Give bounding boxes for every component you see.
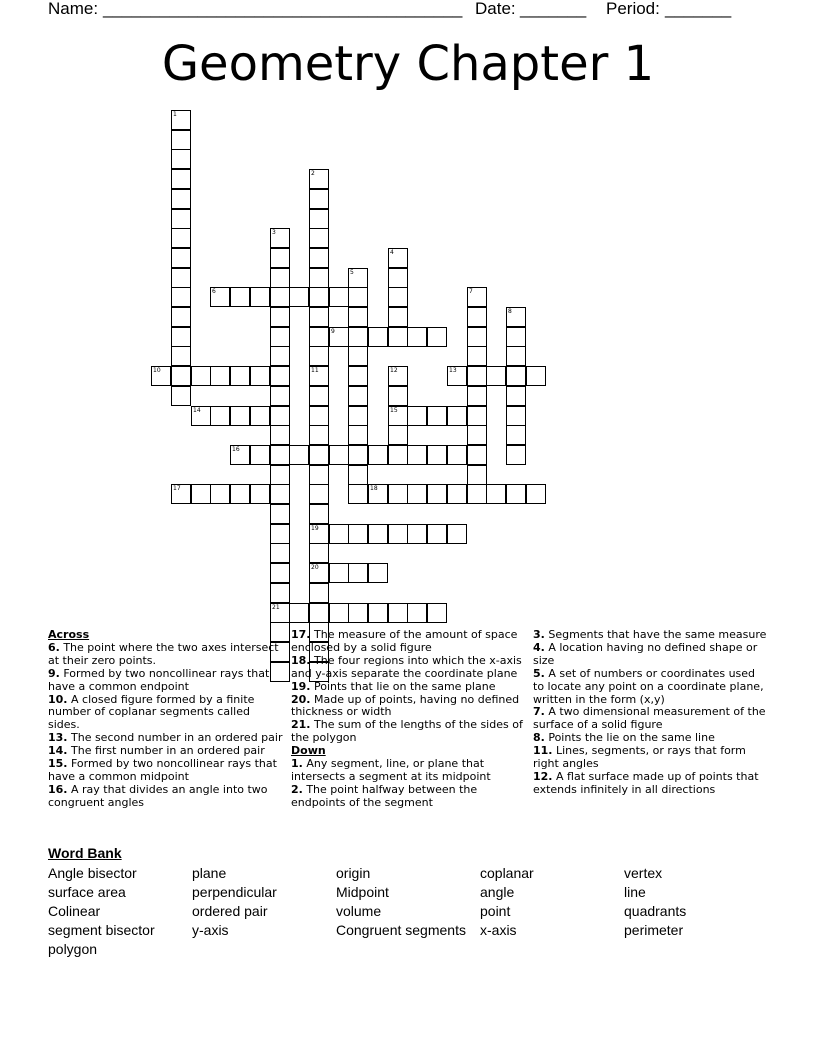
crossword-cell[interactable] (309, 209, 329, 229)
clue-text: The second number in an ordered pair (67, 731, 283, 745)
crossword-cell[interactable] (506, 484, 526, 504)
word-bank-word: surface area (48, 884, 126, 900)
clue-text: The point where the two axes intersect at their zero points. (48, 640, 279, 667)
word-bank (48, 844, 768, 964)
clue-number-label: 19. (291, 679, 311, 693)
crossword-cell[interactable] (329, 445, 349, 465)
crossword-cell[interactable] (309, 327, 329, 347)
clue-item (291, 694, 526, 720)
crossword-cell[interactable] (467, 366, 487, 386)
crossword-cell[interactable] (309, 425, 329, 445)
clue-number-label: 6. (48, 640, 60, 654)
crossword-cell[interactable] (467, 425, 487, 445)
word-bank-word: line (624, 884, 646, 900)
crossword-cell[interactable] (309, 307, 329, 327)
crossword-cell[interactable] (171, 386, 191, 406)
clue-number-label: 7. (533, 705, 545, 719)
crossword-cell[interactable] (171, 228, 191, 248)
clue-number-label: 5. (533, 666, 545, 680)
clue-text: Segments that have the same measure (544, 628, 767, 641)
crossword-cell[interactable] (368, 603, 388, 623)
crossword-cell[interactable] (467, 406, 487, 426)
crossword-cell[interactable] (506, 406, 526, 426)
word-bank-word: perpendicular (192, 884, 277, 900)
clue-item (291, 629, 526, 655)
clue-text: The sum of the lengths of the sides of the polygon (291, 718, 523, 745)
word-bank-word: vertex (624, 865, 663, 881)
clue-number: 14 (193, 407, 201, 414)
crossword-cell[interactable] (388, 406, 408, 426)
crossword-cell[interactable] (171, 149, 191, 169)
crossword-cell[interactable] (447, 366, 467, 386)
crossword-cell[interactable] (289, 445, 309, 465)
crossword-cell[interactable] (309, 406, 329, 426)
word-bank-word: coplanar (480, 865, 534, 881)
crossword-cell[interactable] (467, 465, 487, 485)
crossword-cell[interactable] (506, 386, 526, 406)
word-bank-word: Angle bisector (48, 865, 137, 881)
crossword-cell[interactable] (191, 366, 211, 386)
clue-number-label: 2. (291, 782, 303, 796)
clue-item (48, 758, 283, 784)
clue-text: The four regions into which the x-axis and y-axis separate the coordinate plane (291, 653, 522, 680)
clue-number: 11 (311, 367, 319, 374)
clue-item (291, 655, 526, 681)
crossword-cell[interactable] (388, 307, 408, 327)
crossword-cell[interactable] (171, 484, 191, 504)
clue-item (48, 642, 283, 668)
crossword-cell[interactable] (230, 366, 250, 386)
crossword-cell[interactable] (270, 327, 290, 347)
down-heading: Down (291, 744, 326, 758)
crossword-cell[interactable] (171, 169, 191, 189)
crossword-cell[interactable] (467, 307, 487, 327)
clue-number-label: 17. (291, 628, 311, 641)
clue-number: 15 (390, 407, 398, 414)
clue-number: 20 (311, 564, 319, 571)
clue-number-label: 10. (48, 692, 68, 706)
crossword-cell[interactable] (467, 327, 487, 347)
crossword-cell[interactable] (388, 425, 408, 445)
clue-text: Formed by two noncollinear rays that have a common endpoint (48, 666, 270, 693)
word-bank-word: Congruent segments (336, 922, 466, 938)
clue-number: 3 (272, 229, 276, 236)
clue-number: 4 (390, 249, 394, 256)
clue-number-label: 13. (48, 731, 68, 745)
crossword-cell[interactable] (427, 327, 447, 347)
clue-text: Points that lie on the same plane (310, 679, 496, 693)
crossword-cell[interactable] (447, 445, 467, 465)
clue-number: 7 (469, 288, 473, 295)
crossword-cell[interactable] (467, 386, 487, 406)
crossword-cell[interactable] (388, 386, 408, 406)
crossword-cell[interactable] (506, 327, 526, 347)
clue-list (533, 629, 768, 797)
clue-number-label: 18. (291, 653, 311, 667)
crossword-cell[interactable] (171, 307, 191, 327)
crossword-cell[interactable] (407, 603, 427, 623)
crossword-cell[interactable] (270, 287, 290, 307)
crossword-cell[interactable] (309, 386, 329, 406)
crossword-cell[interactable] (447, 484, 467, 504)
crossword-cell[interactable] (486, 366, 506, 386)
crossword-cell[interactable] (230, 484, 250, 504)
crossword-cell[interactable] (171, 110, 191, 130)
crossword-cell[interactable] (388, 287, 408, 307)
word-bank-title: Word Bank (48, 845, 122, 861)
clue-number: 21 (272, 604, 280, 611)
crossword-cell[interactable] (309, 465, 329, 485)
clue-number-label: 20. (291, 692, 311, 706)
crossword-cell[interactable] (270, 346, 290, 366)
crossword-cell[interactable] (230, 287, 250, 307)
crossword-cell[interactable] (250, 484, 270, 504)
crossword-cell[interactable] (191, 484, 211, 504)
crossword-cell[interactable] (427, 445, 447, 465)
name-label: Name: (48, 0, 99, 18)
crossword-cell[interactable] (210, 287, 230, 307)
crossword-cell[interactable] (309, 248, 329, 268)
clue-text: A ray that divides an angle into two congruent angles (48, 782, 268, 809)
word-bank-word: perimeter (624, 922, 684, 938)
crossword-cell[interactable] (388, 524, 408, 544)
clues-column-2 (291, 629, 526, 810)
clue-item (533, 668, 768, 707)
crossword-cell[interactable] (309, 169, 329, 189)
clue-item (48, 784, 283, 810)
crossword-cell[interactable] (171, 189, 191, 209)
crossword-cell[interactable] (407, 484, 427, 504)
clue-text: A set of numbers or coordinates used to locate any point on a coordinate plane, written in the form (x,y) (533, 666, 764, 706)
crossword-cell[interactable] (329, 603, 349, 623)
crossword-cell[interactable] (309, 228, 329, 248)
crossword-cell[interactable] (506, 346, 526, 366)
crossword-cell[interactable] (388, 484, 408, 504)
crossword-cell[interactable] (447, 406, 467, 426)
crossword-cell[interactable] (309, 583, 329, 603)
crossword-cell[interactable] (270, 603, 290, 623)
clue-number-label: 15. (48, 757, 68, 771)
crossword-cell[interactable] (270, 366, 290, 386)
clue-item (48, 668, 283, 694)
word-bank-word: x-axis (480, 922, 517, 938)
clue-item (533, 706, 768, 732)
crossword-cell[interactable] (151, 366, 171, 386)
clue-number-label: 8. (533, 731, 545, 745)
crossword-cell[interactable] (348, 307, 368, 327)
clue-number: 1 (173, 111, 177, 118)
clue-item (291, 784, 526, 810)
clue-text: A flat surface made up of points that extends infinitely in all directions (533, 769, 759, 796)
word-bank-words (48, 864, 768, 964)
crossword-cell[interactable] (309, 524, 329, 544)
crossword-cell[interactable] (171, 327, 191, 347)
crossword-cell[interactable] (171, 130, 191, 150)
crossword-cell[interactable] (506, 307, 526, 327)
crossword-cell[interactable] (348, 268, 368, 288)
clue-number: 10 (153, 367, 161, 374)
crossword-cell[interactable] (407, 524, 427, 544)
crossword-cell[interactable] (506, 366, 526, 386)
crossword-cell[interactable] (388, 248, 408, 268)
word-bank-word: segment bisector (48, 922, 155, 938)
crossword-cell[interactable] (368, 484, 388, 504)
crossword-cell[interactable] (467, 484, 487, 504)
crossword-cell[interactable] (171, 366, 191, 386)
crossword-cell[interactable] (270, 228, 290, 248)
crossword-cell[interactable] (250, 366, 270, 386)
crossword-cell[interactable] (506, 425, 526, 445)
clue-text: Made up of points, having no defined thickness or width (291, 692, 520, 719)
crossword-cell[interactable] (467, 287, 487, 307)
word-bank-word: origin (336, 865, 371, 881)
crossword-cell[interactable] (191, 406, 211, 426)
word-bank-word: Midpoint (336, 884, 389, 900)
crossword-cell[interactable] (270, 248, 290, 268)
word-bank-word: quadrants (624, 903, 687, 919)
crossword-cell[interactable] (348, 327, 368, 347)
crossword-cell[interactable] (506, 445, 526, 465)
clue-number: 9 (331, 328, 335, 335)
across-heading: Across (48, 628, 90, 641)
crossword-cell[interactable] (309, 346, 329, 366)
crossword-cell[interactable] (467, 445, 487, 465)
crossword-cell[interactable] (250, 445, 270, 465)
crossword-cell[interactable] (427, 406, 447, 426)
crossword-cell[interactable] (309, 563, 329, 583)
clue-text: A location having no defined shape or size (533, 640, 758, 667)
crossword-cell[interactable] (388, 327, 408, 347)
clue-item (533, 771, 768, 797)
crossword-cell[interactable] (348, 524, 368, 544)
crossword-cell[interactable] (289, 287, 309, 307)
crossword-cell[interactable] (329, 524, 349, 544)
clue-number-label: 1. (291, 757, 303, 771)
clue-list (291, 629, 526, 745)
crossword-cell[interactable] (210, 484, 230, 504)
crossword-cell[interactable] (427, 484, 447, 504)
crossword-cell[interactable] (270, 543, 290, 563)
crossword-cell[interactable] (348, 465, 368, 485)
word-bank-word: volume (336, 903, 382, 919)
crossword-cell[interactable] (388, 445, 408, 465)
clue-item (533, 745, 768, 771)
clue-number: 5 (350, 269, 354, 276)
crossword-cell[interactable] (447, 524, 467, 544)
clue-item (533, 642, 768, 668)
clue-text: The first number in an ordered pair (67, 744, 265, 758)
crossword-cell[interactable] (427, 603, 447, 623)
crossword-cell[interactable] (270, 268, 290, 288)
clue-item (291, 758, 526, 784)
crossword-cell[interactable] (348, 603, 368, 623)
crossword-cell[interactable] (270, 524, 290, 544)
clue-number-label: 3. (533, 628, 545, 641)
crossword-cell[interactable] (270, 484, 290, 504)
crossword-cell[interactable] (270, 425, 290, 445)
word-bank-word: y-axis (192, 922, 229, 938)
crossword-cell[interactable] (230, 406, 250, 426)
word-bank-word: angle (480, 884, 515, 900)
clue-number-label: 16. (48, 782, 68, 796)
crossword-cell[interactable] (467, 346, 487, 366)
period-label: Period: (606, 0, 660, 18)
clue-number: 6 (212, 288, 216, 295)
clue-text: Lines, segments, or rays that form right angles (533, 744, 746, 771)
clue-number-label: 12. (533, 769, 553, 783)
crossword-cell[interactable] (348, 366, 368, 386)
crossword-cell[interactable] (368, 563, 388, 583)
clue-number-label: 14. (48, 744, 68, 758)
name-line: ______________________________________ (103, 0, 463, 18)
clue-number: 8 (508, 308, 512, 315)
word-bank-word: point (480, 903, 511, 919)
clue-list (48, 642, 283, 810)
crossword-cell[interactable] (407, 327, 427, 347)
crossword-cell[interactable] (526, 484, 546, 504)
crossword-cell[interactable] (289, 603, 309, 623)
crossword-cell[interactable] (171, 268, 191, 288)
crossword-cell[interactable] (309, 366, 329, 386)
clue-number: 16 (232, 446, 240, 453)
crossword-cell[interactable] (270, 406, 290, 426)
crossword-cell[interactable] (388, 603, 408, 623)
crossword-cell[interactable] (309, 543, 329, 563)
crossword-cell[interactable] (270, 386, 290, 406)
crossword-cell[interactable] (309, 484, 329, 504)
crossword-cell[interactable] (486, 484, 506, 504)
crossword-cell[interactable] (210, 406, 230, 426)
crossword-cell[interactable] (171, 287, 191, 307)
clues-column-1 (48, 629, 283, 810)
crossword-cell[interactable] (309, 603, 329, 623)
clue-text: Points the lie on the same line (544, 731, 715, 745)
clue-number-label: 21. (291, 718, 311, 732)
word-bank-word: Colinear (48, 903, 101, 919)
clue-text: The point halfway between the endpoints of the segment (291, 782, 478, 809)
crossword-cell[interactable] (171, 346, 191, 366)
crossword-cell[interactable] (309, 287, 329, 307)
crossword-cell[interactable] (407, 406, 427, 426)
clue-text: Formed by two noncollinear rays that have a common midpoint (48, 757, 277, 783)
clue-list (291, 758, 526, 810)
page-title: Geometry Chapter 1 (161, 36, 655, 92)
clue-number: 13 (449, 367, 457, 374)
crossword-cell[interactable] (309, 189, 329, 209)
crossword-cell[interactable] (270, 465, 290, 485)
crossword-cell[interactable] (270, 563, 290, 583)
crossword-cell[interactable] (427, 524, 447, 544)
period-line: _______ (665, 0, 732, 18)
date-line: _______ (520, 0, 587, 18)
clue-number: 19 (311, 525, 319, 532)
clue-number: 12 (390, 367, 398, 374)
crossword-cell[interactable] (348, 406, 368, 426)
crossword-cell[interactable] (250, 406, 270, 426)
crossword-cell[interactable] (309, 268, 329, 288)
crossword-cell[interactable] (348, 484, 368, 504)
clue-text: Any segment, line, or plane that intersects a segment at its midpoint (291, 757, 491, 783)
crossword-cell[interactable] (348, 287, 368, 307)
crossword-cell[interactable] (368, 445, 388, 465)
clue-text: A two dimensional measurement of the surface of a solid figure (533, 705, 766, 732)
crossword-cell[interactable] (329, 563, 349, 583)
clue-number-label: 11. (533, 744, 553, 758)
clue-text: The measure of the amount of space enclosed by a solid figure (291, 628, 518, 654)
crossword-cell[interactable] (230, 445, 250, 465)
crossword-cell[interactable] (348, 346, 368, 366)
crossword-cell[interactable] (368, 524, 388, 544)
crossword-cell[interactable] (388, 366, 408, 386)
crossword-cell[interactable] (250, 287, 270, 307)
crossword-cell[interactable] (329, 327, 349, 347)
crossword-cell[interactable] (329, 287, 349, 307)
crossword-cell[interactable] (210, 366, 230, 386)
clue-item (291, 719, 526, 745)
crossword-cell[interactable] (270, 504, 290, 524)
crossword-cell[interactable] (309, 445, 329, 465)
clue-number-label: 9. (48, 666, 60, 680)
word-bank-word: polygon (48, 941, 98, 957)
clue-number: 18 (370, 485, 378, 492)
crossword-cell[interactable] (270, 583, 290, 603)
crossword-cell[interactable] (348, 425, 368, 445)
clue-number: 2 (311, 170, 315, 177)
clue-text: A closed figure formed by a finite number of coplanar segments called sides. (48, 692, 255, 732)
crossword-cell[interactable] (348, 445, 368, 465)
clue-number: 17 (173, 485, 181, 492)
clue-number-label: 4. (533, 640, 545, 654)
crossword-cell[interactable] (270, 445, 290, 465)
clue-item (48, 694, 283, 733)
crossword-cell[interactable] (171, 248, 191, 268)
crossword-cell[interactable] (270, 307, 290, 327)
crossword-cell[interactable] (171, 209, 191, 229)
crossword-cell[interactable] (388, 268, 408, 288)
crossword-cell[interactable] (407, 445, 427, 465)
date-label: Date: (475, 0, 516, 18)
crossword-cell[interactable] (526, 366, 546, 386)
crossword-cell[interactable] (309, 504, 329, 524)
word-bank-word: plane (192, 865, 227, 881)
crossword-cell[interactable] (368, 327, 388, 347)
crossword-cell[interactable] (348, 386, 368, 406)
word-bank-word: ordered pair (192, 903, 268, 919)
crossword-cell[interactable] (348, 563, 368, 583)
clues-column-3 (533, 629, 768, 797)
